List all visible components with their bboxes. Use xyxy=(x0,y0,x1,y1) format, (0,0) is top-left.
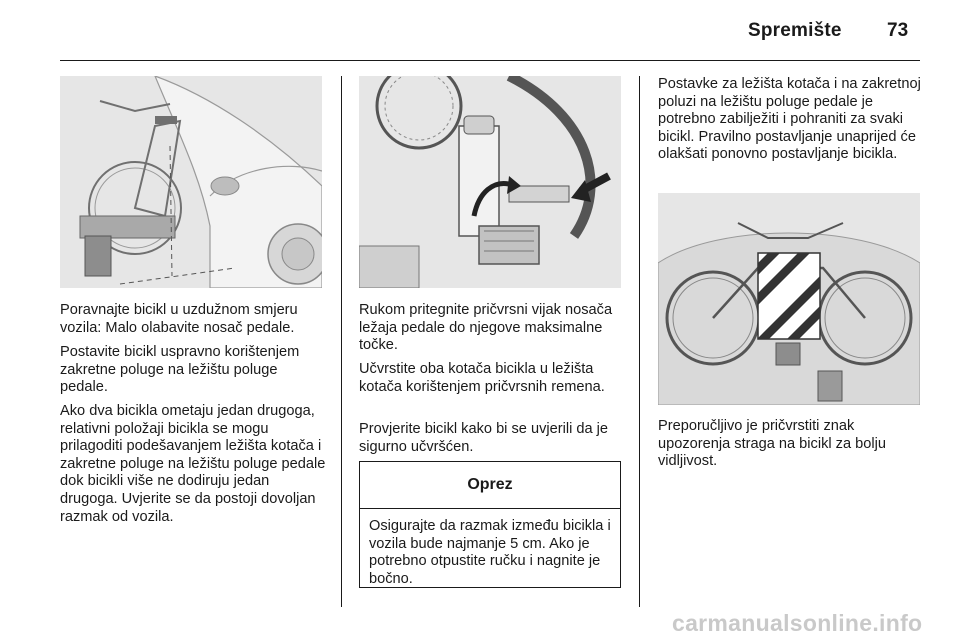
paragraph-warning-sign: Preporučljivo je pričvrstiti znak upozorenja straga na bicikl za bolju vidljivost. xyxy=(658,418,886,470)
paragraph-two-bikes: Ako dva bicikla ometaju jedan drugoga, relativni položaji bicikla se mogu prilagoditi podešavanjem ležišta kotača i zakretne poluge na ležištu poluge pedale dok bicikli više ne dodiruju jedan drugoga. Uvjerite se da postoji dovoljan razmak od vozila. xyxy=(60,403,326,525)
paragraph-align-bike: Poravnajte bicikl u uzdužnom smjeru vozila: Malo olabavite nosač pedale. xyxy=(60,302,298,336)
two-bikes-warning-sign-illustration-icon xyxy=(658,193,920,405)
car-rear-bike-carrier-illustration-icon xyxy=(60,76,322,288)
column-divider-1 xyxy=(341,76,342,607)
column-divider-2 xyxy=(639,76,640,607)
paragraph-record-settings: Postavke za ležišta kotača i na zakretnoj poluzi na ležištu poluge pedale je potrebno zabilježiti i pohraniti za svaki bicikl. Pravilno postavljanje unaprijed će olakšati ponovno postavljanje bicikla. xyxy=(658,76,921,163)
paragraph-check-bike: Provjerite bicikl kako bi se uvjerili da je sigurno učvršćen. xyxy=(359,421,609,455)
car-bike-carrier-figure xyxy=(60,76,322,288)
pedal-holder-figure xyxy=(359,76,621,288)
paragraph-secure-wheels: Učvrstite oba kotača bicikla u ležišta kotača korištenjem pričvrsnih remena. xyxy=(359,361,605,395)
page-number: 73 xyxy=(887,20,909,41)
two-bikes-figure xyxy=(658,193,920,405)
paragraph-tighten-screw: Rukom pritegnite pričvrsni vijak nosača ležaja pedale do njegove maksimalne točke. xyxy=(359,302,613,354)
caution-body: Osigurajte da razmak između bicikla i vozila bude najmanje 5 cm. Ako je potrebno otpustite ručku i nagnite je bočno. xyxy=(369,518,611,587)
header-divider xyxy=(60,60,920,61)
caution-title: Oprez xyxy=(360,462,620,509)
caution-box xyxy=(359,461,621,588)
paragraph-upright-bike: Postavite bicikl uspravno korištenjem zakretne poluge na ležištu poluge pedale. xyxy=(60,344,300,396)
watermark: carmanualsonline.info xyxy=(672,610,923,636)
pedal-holder-knob-illustration-icon xyxy=(359,76,621,288)
page-title: Spremište xyxy=(748,20,842,41)
